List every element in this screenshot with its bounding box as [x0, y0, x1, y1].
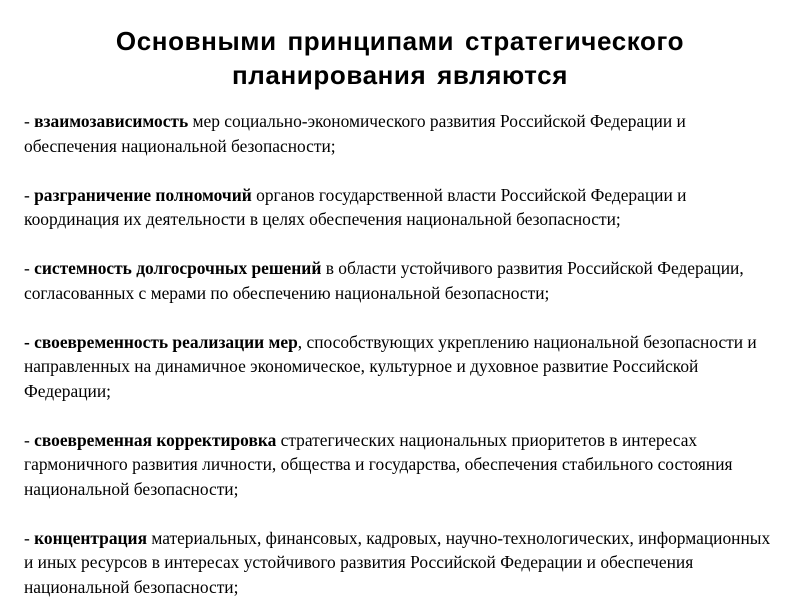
item-prefix: -	[24, 258, 35, 278]
principle-item	[24, 428, 774, 502]
item-text: , способствующих укреплению национальной безопасности и направленных на динамичное экономическое, культурное и духовное развитие Российской Федерации;	[24, 331, 757, 401]
item-prefix: -	[24, 111, 35, 131]
principle-item	[24, 330, 774, 404]
item-text: мер социально-экономического развития Российской Федерации и обеспечения национальной безопасности;	[24, 111, 686, 156]
item-term: разграничение полномочий	[34, 184, 252, 205]
item-prefix: -	[24, 429, 35, 450]
item-text: в области устойчивого развития Российской Федерации, согласованных с мерами по обеспечению национальной безопасности;	[24, 258, 744, 303]
item-term: взаимозависимость	[34, 111, 189, 131]
item-term: - своевременность реализации мер	[24, 331, 298, 352]
item-text: материальных, финансовых, кадровых, научно-технологических, информационных и иных ресурсов в интересах устойчивого развития Российской Федерации и обеспечения национальной безопасности;	[24, 527, 771, 597]
principle-item	[24, 109, 774, 158]
item-text: стратегических национальных приоритетов в интересах гармоничного развития личности, общества и государства, обеспечения стабильного состояния национальной безопасности;	[24, 429, 733, 499]
item-text: органов государственной власти Российской Федерации и координация их деятельности в целях обеспечения национальной безопасности;	[24, 184, 687, 229]
item-prefix: -	[24, 527, 35, 548]
principle-item	[24, 256, 774, 305]
item-prefix: -	[24, 184, 35, 205]
principle-item	[24, 526, 774, 600]
slide-title: Основными принципами стратегического планирования являются	[115, 26, 685, 90]
principles-list	[24, 109, 774, 600]
item-term: своевременная корректировка	[34, 429, 277, 450]
principle-item	[24, 183, 774, 232]
item-term: системность долгосрочных решений	[34, 258, 322, 278]
item-term: концентрация	[34, 527, 147, 548]
